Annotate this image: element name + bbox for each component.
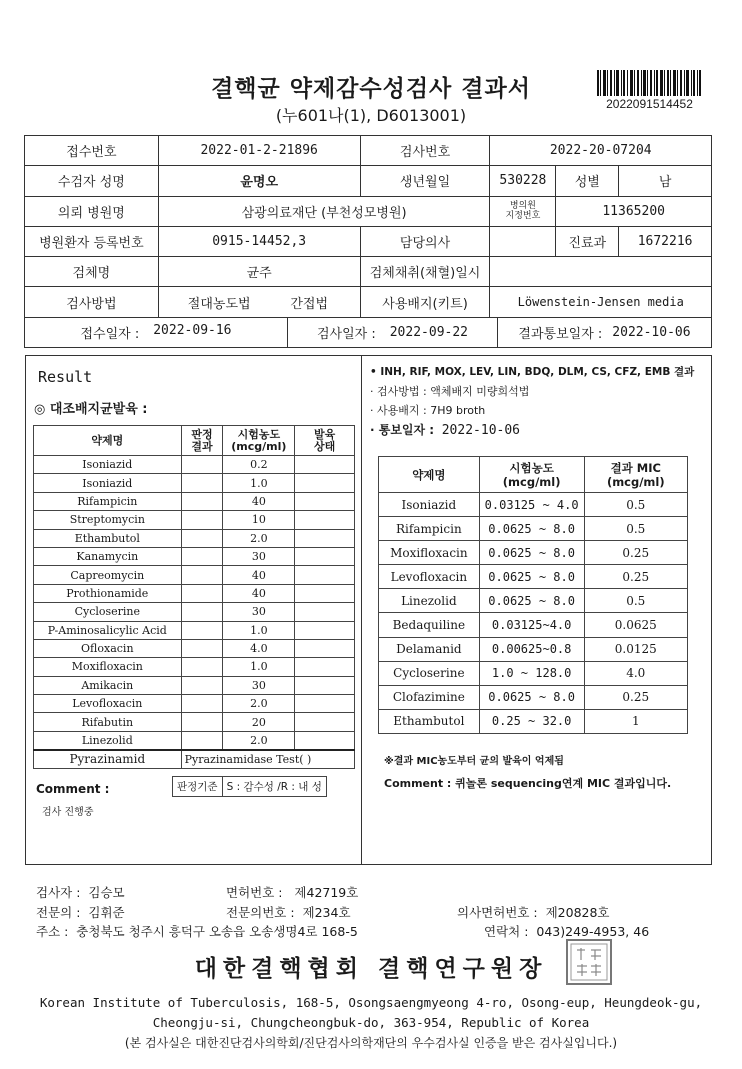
method-label: 검사방법 <box>25 287 159 317</box>
doctor-license-number: 제20828호 <box>545 905 610 920</box>
judge-header-2: 결과 <box>191 439 213 453</box>
document-code: (누601나(1), D6013001) <box>275 106 467 125</box>
address-label: 주소 : <box>36 924 69 939</box>
right-comment: Comment : 퀴놀론 sequencing연계 MIC 결과입니다. <box>384 777 672 790</box>
method-absolute: 절대농도법 <box>187 296 251 312</box>
judge-result <box>181 584 223 602</box>
mic-drug-name: Isoniazid <box>379 493 480 517</box>
dates-row <box>25 317 712 347</box>
collection-value <box>490 257 712 287</box>
judge-result <box>181 658 223 676</box>
growth-status <box>295 603 355 621</box>
mic-conc-header-2: (mcg/ml) <box>502 474 561 489</box>
test-date-cell <box>287 318 497 347</box>
receipt-no-label: 접수번호 <box>25 136 159 166</box>
table-row <box>34 603 355 621</box>
judge-result <box>181 731 223 749</box>
table-row <box>379 613 688 637</box>
judge-result <box>181 529 223 547</box>
mic-result-header-2: (mcg/ml) <box>606 474 665 489</box>
left-comment-label: Comment : <box>36 782 110 796</box>
mic-result: 0.0125 <box>584 637 687 661</box>
mic-result: 0.25 <box>584 685 687 709</box>
reg-no-label: 병원환자 등록번호 <box>25 226 159 256</box>
mic-test-range: 0.0625 ~ 8.0 <box>479 685 584 709</box>
table-row <box>34 584 355 602</box>
drug-name: Cycloserine <box>34 603 182 621</box>
mic-result: 0.5 <box>584 493 687 517</box>
mic-result: 0.5 <box>584 589 687 613</box>
growth-status <box>295 639 355 657</box>
table-row <box>379 685 688 709</box>
birth-label: 생년월일 <box>360 166 490 196</box>
mic-test-range: 0.25 ~ 32.0 <box>479 709 584 733</box>
hospital-code: 11365200 <box>556 196 712 226</box>
test-date: 2022-09-22 <box>389 324 469 340</box>
mic-drug-header: 약제명 <box>379 457 480 493</box>
test-concentration: 40 <box>223 566 295 584</box>
growth-status <box>295 658 355 676</box>
mic-result: 0.0625 <box>584 613 687 637</box>
growth-status <box>295 731 355 749</box>
judge-result <box>181 474 223 492</box>
test-concentration: 1.0 <box>223 658 295 676</box>
certification-note: (본 검사실은 대한진단검사의학회/진단검사의학재단의 우수검사실 인증을 받은 검사실입니다.) <box>124 1036 618 1050</box>
judge-result <box>181 621 223 639</box>
control-growth-title: ◎ 대조배지균발육 : <box>34 402 148 417</box>
tester-label: 검사자 : <box>36 885 81 900</box>
absolute-concentration-table <box>33 425 355 769</box>
mic-note: ※결과 MIC농도부터 균의 발육이 억제됨 <box>384 756 564 767</box>
institute-address-en-1: Korean Institute of Tuberculosis, 168-5, Osongsaengmyeong 4-ro, Osong-eup, Heungdeok-gu, <box>39 995 703 1010</box>
test-date-label: 검사일자 : <box>316 326 376 342</box>
mic-drug-name: Cycloserine <box>379 661 480 685</box>
table-row <box>379 493 688 517</box>
judge-result <box>181 511 223 529</box>
growth-header-1: 발육 <box>314 427 336 441</box>
report-date-cell <box>497 318 711 347</box>
test-concentration: 30 <box>223 603 295 621</box>
drug-name: Isoniazid <box>34 474 182 492</box>
table-row <box>379 541 688 565</box>
drug-name: Isoniazid <box>34 456 182 474</box>
test-concentration: 30 <box>223 676 295 694</box>
tester-name: 김승모 <box>88 885 125 900</box>
pyrazinamide-label: Pyrazinamid <box>34 750 182 768</box>
method-value <box>158 287 360 317</box>
drug-name: Linezolid <box>34 731 182 749</box>
table-row <box>379 661 688 685</box>
receipt-no: 2022-01-2-21896 <box>158 136 360 166</box>
growth-status <box>295 695 355 713</box>
growth-status <box>295 621 355 639</box>
conc-header <box>223 426 295 456</box>
judge-result <box>181 547 223 565</box>
barcode-icon <box>597 70 701 96</box>
receipt-date-label: 접수일자 : <box>80 326 140 342</box>
drug-name: Prothionamide <box>34 584 182 602</box>
growth-status <box>295 529 355 547</box>
table-row <box>34 713 355 731</box>
mic-table <box>378 456 688 734</box>
growth-status <box>295 456 355 474</box>
mic-drug-name: Linezolid <box>379 589 480 613</box>
legend-value: S : 감수성 /R : 내 성 <box>222 777 326 796</box>
table-row <box>34 658 355 676</box>
report-date: 2022-10-06 <box>612 324 691 340</box>
judgement-legend <box>172 776 327 797</box>
table-row <box>34 676 355 694</box>
patient-name-label: 수검자 성명 <box>25 166 159 196</box>
mic-result: 0.25 <box>584 565 687 589</box>
mic-test-range: 0.03125~4.0 <box>479 613 584 637</box>
table-row <box>379 517 688 541</box>
mic-result: 0.5 <box>584 517 687 541</box>
mic-method: · 검사방법 : 액체배지 미량희석법 <box>370 385 530 398</box>
institute-director: 대한결핵협회 결핵연구원장 <box>194 956 548 982</box>
growth-status <box>295 713 355 731</box>
drug-name: Capreomycin <box>34 566 182 584</box>
hospital-code-label <box>490 196 556 226</box>
patient-name: 윤명오 <box>158 166 360 196</box>
mic-report-date: 2022-10-06 <box>441 423 521 438</box>
left-comment-text: 검사 진행중 <box>42 807 94 818</box>
mic-drug-list: • INH, RIF, MOX, LEV, LIN, BDQ, DLM, CS, CFZ, EMB 결과 <box>370 366 695 378</box>
growth-header <box>295 426 355 456</box>
mic-result: 0.25 <box>584 541 687 565</box>
mic-test-range: 0.0625 ~ 8.0 <box>479 541 584 565</box>
dept-value: 1672216 <box>619 226 712 256</box>
doctor-license-row <box>457 903 610 921</box>
sex-value: 남 <box>619 166 712 196</box>
address-value: 충청북도 청주시 흥덕구 오송읍 오송생명4로 168-5 <box>76 924 358 939</box>
specialist-name: 김휘준 <box>88 905 125 920</box>
table-row <box>34 474 355 492</box>
hospital-code-label-2: 지정번호 <box>505 211 541 222</box>
legend-label: 판정기준 <box>177 781 218 793</box>
table-row <box>34 731 355 749</box>
mic-test-range: 1.0 ~ 128.0 <box>479 661 584 685</box>
drug-header: 약제명 <box>34 426 182 456</box>
judge-result <box>181 603 223 621</box>
specialist-label: 전문의 : <box>36 905 81 920</box>
mic-drug-name: Rifampicin <box>379 517 480 541</box>
table-row <box>34 695 355 713</box>
sex-label: 성별 <box>556 166 619 196</box>
growth-status <box>295 474 355 492</box>
report-date-label: 결과통보일자 : <box>518 326 603 342</box>
table-row <box>34 456 355 474</box>
test-concentration: 0.2 <box>223 456 295 474</box>
growth-status <box>295 511 355 529</box>
judge-result <box>181 676 223 694</box>
growth-status <box>295 676 355 694</box>
pyrazinamidase-test: Pyrazinamidase Test( ) <box>181 750 354 768</box>
mic-result: 1 <box>584 709 687 733</box>
document-title: 결핵균 약제감수성검사 결과서 <box>211 76 531 102</box>
method-indirect: 간접법 <box>290 296 329 312</box>
table-row <box>34 547 355 565</box>
table-row <box>34 621 355 639</box>
judge-result <box>181 639 223 657</box>
test-concentration: 20 <box>223 713 295 731</box>
result-title: Result <box>38 368 93 386</box>
specimen-label: 검체명 <box>25 257 159 287</box>
growth-status <box>295 547 355 565</box>
test-no-label: 검사번호 <box>360 136 490 166</box>
table-row <box>34 639 355 657</box>
medium-label: 사용배지(키트) <box>360 287 490 317</box>
test-concentration: 10 <box>223 511 295 529</box>
reg-no: 0915-14452,3 <box>158 226 360 256</box>
mic-test-range: 0.0625 ~ 8.0 <box>479 589 584 613</box>
growth-status <box>295 566 355 584</box>
drug-name: P-Aminosalicylic Acid <box>34 621 182 639</box>
receipt-date-cell <box>25 323 287 342</box>
test-concentration: 1.0 <box>223 621 295 639</box>
drug-name: Rifabutin <box>34 713 182 731</box>
drug-name: Rifampicin <box>34 492 182 510</box>
test-concentration: 30 <box>223 547 295 565</box>
mic-report-date-row <box>370 421 520 438</box>
test-concentration: 2.0 <box>223 695 295 713</box>
drug-name: Streptomycin <box>34 511 182 529</box>
judge-result <box>181 695 223 713</box>
test-concentration: 4.0 <box>223 639 295 657</box>
mic-drug-name: Clofazimine <box>379 685 480 709</box>
growth-status <box>295 492 355 510</box>
mic-drug-name: Ethambutol <box>379 709 480 733</box>
license-label: 면허번호 : <box>226 885 283 900</box>
test-concentration: 2.0 <box>223 731 295 749</box>
mic-test-range: 0.0625 ~ 8.0 <box>479 517 584 541</box>
conc-header-1: 시험농도 <box>237 427 281 441</box>
mic-drug-name: Delamanid <box>379 637 480 661</box>
mic-test-range: 0.00625~0.8 <box>479 637 584 661</box>
license-row <box>226 883 358 901</box>
test-concentration: 40 <box>223 492 295 510</box>
doctor-license-label: 의사면허번호 : <box>457 905 538 920</box>
judge-result <box>181 456 223 474</box>
table-row <box>379 709 688 733</box>
doctor-label: 담당의사 <box>360 226 490 256</box>
spec-license-row <box>226 903 351 921</box>
hospital-code-label-1: 병의원 <box>509 201 536 212</box>
address-row <box>36 922 358 940</box>
doctor-name <box>490 226 556 256</box>
drug-name: Moxifloxacin <box>34 658 182 676</box>
drug-name: Ethambutol <box>34 529 182 547</box>
mic-result: 4.0 <box>584 661 687 685</box>
table-row <box>379 637 688 661</box>
drug-name: Amikacin <box>34 676 182 694</box>
test-concentration: 1.0 <box>223 474 295 492</box>
judge-result <box>181 713 223 731</box>
mic-test-range: 0.03125 ~ 4.0 <box>479 493 584 517</box>
mic-drug-name: Bedaquiline <box>379 613 480 637</box>
license-number: 제42719호 <box>294 885 359 900</box>
test-concentration: 40 <box>223 584 295 602</box>
judge-header-1: 판정 <box>191 427 213 441</box>
table-row <box>34 566 355 584</box>
drug-name: Kanamycin <box>34 547 182 565</box>
barcode-number: 2022091514452 <box>606 97 693 111</box>
mic-drug-name: Levofloxacin <box>379 565 480 589</box>
specialist-row <box>36 903 125 921</box>
patient-info-table <box>24 135 712 348</box>
drug-name: Levofloxacin <box>34 695 182 713</box>
judge-header <box>181 426 223 456</box>
mic-conc-header-1: 시험농도 <box>509 460 554 475</box>
dept-label: 진료과 <box>556 226 619 256</box>
receipt-date: 2022-09-16 <box>153 322 232 338</box>
mic-report-label: · 통보일자 : <box>370 423 435 437</box>
table-row <box>34 529 355 547</box>
institute-address-en-2: Cheongju-si, Chungcheongbuk-do, 363-954, Republic of Korea <box>152 1015 590 1030</box>
table-row <box>34 492 355 510</box>
mic-drug-name: Moxifloxacin <box>379 541 480 565</box>
drug-name: Ofloxacin <box>34 639 182 657</box>
contact-label: 연락처 : <box>484 924 529 939</box>
mic-result-header <box>584 457 687 493</box>
test-no: 2022-20-07204 <box>490 136 712 166</box>
mic-conc-header <box>479 457 584 493</box>
contact-value: 043)249-4953, 46 <box>536 924 650 939</box>
judge-result <box>181 492 223 510</box>
specimen-value: 균주 <box>158 257 360 287</box>
hospital-name: 삼광의료재단 (부천성모병원) <box>158 196 490 226</box>
test-concentration: 2.0 <box>223 529 295 547</box>
spec-license-number: 제234호 <box>302 905 351 920</box>
mic-medium: · 사용배지 : 7H9 broth <box>370 404 486 417</box>
medium-value: Löwenstein-Jensen media <box>490 287 712 317</box>
table-row <box>34 511 355 529</box>
birth-date: 530228 <box>490 166 556 196</box>
judge-result <box>181 566 223 584</box>
mic-test-range: 0.0625 ~ 8.0 <box>479 565 584 589</box>
tester-row <box>36 883 125 901</box>
collection-label: 검체채취(채혈)일시 <box>360 257 490 287</box>
hospital-label: 의뢰 병원명 <box>25 196 159 226</box>
conc-header-2: (mcg/ml) <box>231 439 287 453</box>
mic-result-header-1: 결과 MIC <box>610 460 661 475</box>
table-row <box>379 589 688 613</box>
official-seal-icon <box>565 938 613 986</box>
growth-status <box>295 584 355 602</box>
spec-license-label: 전문의번호 : <box>226 905 295 920</box>
table-row <box>379 565 688 589</box>
growth-header-2: 상태 <box>314 439 336 453</box>
